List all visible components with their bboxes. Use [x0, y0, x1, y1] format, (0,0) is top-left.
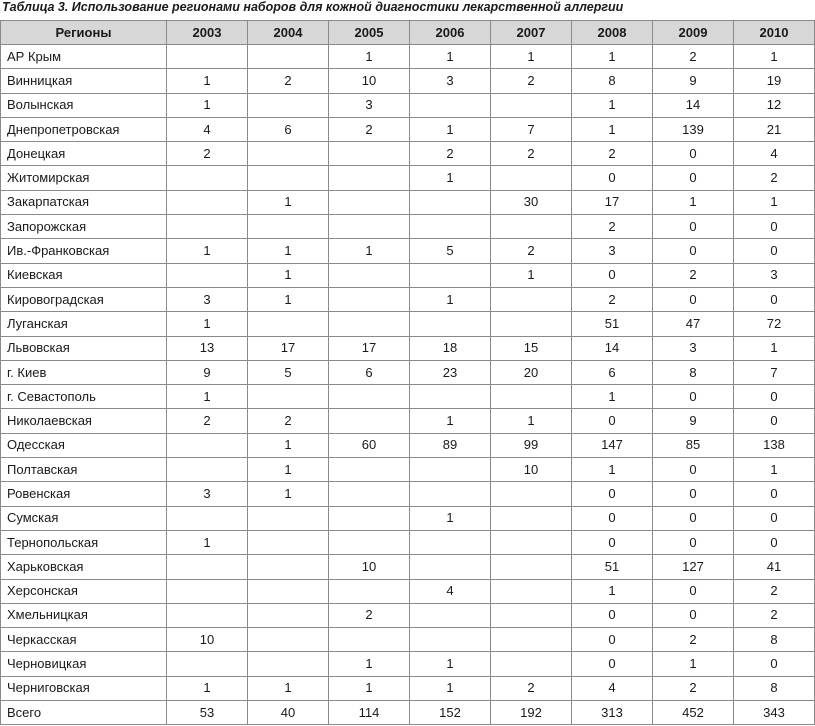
region-cell: Черниговская [1, 676, 167, 700]
value-cell: 17 [248, 336, 329, 360]
value-cell: 8 [572, 69, 653, 93]
region-cell: Киевская [1, 263, 167, 287]
value-cell: 2 [653, 45, 734, 69]
value-cell [410, 263, 491, 287]
value-cell: 14 [653, 93, 734, 117]
table-row [1, 69, 815, 93]
value-cell: 313 [572, 701, 653, 725]
value-cell: 3 [734, 263, 815, 287]
region-cell: Всего [1, 701, 167, 725]
value-cell: 3 [167, 287, 248, 311]
value-cell: 0 [734, 652, 815, 676]
value-cell: 1 [410, 506, 491, 530]
value-cell: 1 [491, 45, 572, 69]
value-cell: 0 [653, 506, 734, 530]
value-cell: 2 [653, 628, 734, 652]
region-cell: Днепропетровская [1, 117, 167, 141]
value-cell: 2 [653, 263, 734, 287]
value-cell: 1 [572, 117, 653, 141]
value-cell [491, 312, 572, 336]
value-cell: 2 [248, 69, 329, 93]
value-cell [167, 263, 248, 287]
table-row [1, 336, 815, 360]
table-caption: Таблица 3. Использование регионами наборов для кожной диагностики лекарственной аллергии [2, 0, 624, 14]
value-cell: 15 [491, 336, 572, 360]
table-body [1, 45, 815, 725]
value-cell: 72 [734, 312, 815, 336]
region-cell: Хмельницкая [1, 603, 167, 627]
value-cell [167, 458, 248, 482]
value-cell [491, 93, 572, 117]
value-cell [410, 312, 491, 336]
value-cell: 0 [734, 506, 815, 530]
value-cell: 21 [734, 117, 815, 141]
value-cell [491, 385, 572, 409]
value-cell: 4 [167, 117, 248, 141]
value-cell: 1 [410, 287, 491, 311]
table-row [1, 45, 815, 69]
value-cell: 53 [167, 701, 248, 725]
value-cell [491, 166, 572, 190]
value-cell [491, 652, 572, 676]
value-cell: 4 [410, 579, 491, 603]
value-cell: 1 [329, 45, 410, 69]
value-cell [248, 45, 329, 69]
value-cell [167, 166, 248, 190]
value-cell: 4 [572, 676, 653, 700]
region-cell: Черновицкая [1, 652, 167, 676]
value-cell [248, 166, 329, 190]
value-cell: 1 [167, 239, 248, 263]
value-cell [491, 287, 572, 311]
value-cell: 6 [329, 360, 410, 384]
table-row [1, 142, 815, 166]
value-cell [167, 215, 248, 239]
value-cell [491, 603, 572, 627]
value-cell [248, 628, 329, 652]
value-cell: 0 [653, 239, 734, 263]
value-cell [329, 190, 410, 214]
value-cell [329, 579, 410, 603]
value-cell [329, 506, 410, 530]
value-cell: 1 [167, 676, 248, 700]
value-cell: 1 [167, 93, 248, 117]
value-cell: 2 [653, 676, 734, 700]
table-row [1, 93, 815, 117]
value-cell [410, 555, 491, 579]
value-cell: 1 [491, 263, 572, 287]
value-cell: 23 [410, 360, 491, 384]
value-cell: 89 [410, 433, 491, 457]
value-cell: 6 [248, 117, 329, 141]
value-cell [248, 579, 329, 603]
value-cell: 1 [653, 190, 734, 214]
value-cell [410, 215, 491, 239]
value-cell: 1 [410, 117, 491, 141]
value-cell: 1 [491, 409, 572, 433]
region-cell: Николаевская [1, 409, 167, 433]
value-cell: 1 [248, 239, 329, 263]
value-cell [248, 603, 329, 627]
regions-table [0, 20, 815, 725]
region-cell: Винницкая [1, 69, 167, 93]
value-cell [329, 409, 410, 433]
value-cell: 0 [734, 239, 815, 263]
table-row [1, 676, 815, 700]
column-header-year: 2004 [248, 21, 329, 45]
region-cell: Харьковская [1, 555, 167, 579]
value-cell: 1 [167, 69, 248, 93]
value-cell [410, 190, 491, 214]
value-cell [491, 482, 572, 506]
value-cell: 1 [248, 482, 329, 506]
region-cell: Херсонская [1, 579, 167, 603]
table-row [1, 433, 815, 457]
value-cell [248, 555, 329, 579]
value-cell: 1 [248, 676, 329, 700]
value-cell: 1 [329, 239, 410, 263]
column-header-year: 2009 [653, 21, 734, 45]
value-cell: 14 [572, 336, 653, 360]
value-cell [329, 628, 410, 652]
value-cell: 17 [329, 336, 410, 360]
value-cell: 2 [329, 117, 410, 141]
region-cell: Волынская [1, 93, 167, 117]
header-row [1, 21, 815, 45]
table-row [1, 506, 815, 530]
value-cell [329, 458, 410, 482]
value-cell: 0 [653, 530, 734, 554]
value-cell: 2 [491, 239, 572, 263]
value-cell: 1 [572, 458, 653, 482]
value-cell [248, 530, 329, 554]
value-cell: 10 [167, 628, 248, 652]
value-cell: 2 [248, 409, 329, 433]
table-row [1, 239, 815, 263]
value-cell: 452 [653, 701, 734, 725]
value-cell: 2 [491, 69, 572, 93]
value-cell [491, 555, 572, 579]
value-cell: 3 [410, 69, 491, 93]
value-cell: 4 [734, 142, 815, 166]
value-cell [329, 215, 410, 239]
value-cell: 0 [572, 482, 653, 506]
value-cell: 10 [491, 458, 572, 482]
value-cell [248, 215, 329, 239]
value-cell [491, 530, 572, 554]
value-cell [410, 385, 491, 409]
value-cell: 19 [734, 69, 815, 93]
value-cell: 192 [491, 701, 572, 725]
value-cell [167, 555, 248, 579]
value-cell: 0 [572, 628, 653, 652]
column-header-year: 2010 [734, 21, 815, 45]
value-cell: 41 [734, 555, 815, 579]
value-cell: 5 [248, 360, 329, 384]
value-cell: 13 [167, 336, 248, 360]
value-cell: 1 [734, 458, 815, 482]
value-cell [167, 45, 248, 69]
value-cell: 3 [572, 239, 653, 263]
value-cell [248, 506, 329, 530]
value-cell: 2 [734, 603, 815, 627]
value-cell: 1 [410, 676, 491, 700]
region-cell: Донецкая [1, 142, 167, 166]
value-cell: 3 [167, 482, 248, 506]
value-cell: 0 [572, 530, 653, 554]
value-cell: 1 [572, 385, 653, 409]
value-cell: 1 [248, 287, 329, 311]
value-cell: 20 [491, 360, 572, 384]
region-cell: г. Севастополь [1, 385, 167, 409]
value-cell [491, 628, 572, 652]
value-cell [491, 506, 572, 530]
table-row [1, 603, 815, 627]
table-row [1, 312, 815, 336]
value-cell [410, 628, 491, 652]
value-cell: 1 [653, 652, 734, 676]
value-cell [491, 579, 572, 603]
value-cell: 1 [167, 312, 248, 336]
value-cell: 0 [572, 166, 653, 190]
value-cell: 8 [653, 360, 734, 384]
value-cell: 9 [653, 69, 734, 93]
value-cell [410, 530, 491, 554]
value-cell: 1 [572, 579, 653, 603]
value-cell: 9 [653, 409, 734, 433]
value-cell: 1 [329, 676, 410, 700]
column-header-year: 2006 [410, 21, 491, 45]
value-cell: 1 [734, 190, 815, 214]
value-cell [167, 652, 248, 676]
table-row [1, 628, 815, 652]
region-cell: Житомирская [1, 166, 167, 190]
value-cell: 1 [572, 93, 653, 117]
value-cell: 2 [167, 409, 248, 433]
region-cell: Ив.-Франковская [1, 239, 167, 263]
table-row [1, 263, 815, 287]
value-cell: 12 [734, 93, 815, 117]
value-cell: 2 [572, 142, 653, 166]
value-cell [248, 385, 329, 409]
value-cell: 8 [734, 628, 815, 652]
value-cell: 8 [734, 676, 815, 700]
value-cell [248, 93, 329, 117]
column-header-year: 2007 [491, 21, 572, 45]
value-cell: 0 [734, 409, 815, 433]
value-cell: 10 [329, 555, 410, 579]
value-cell: 47 [653, 312, 734, 336]
value-cell [329, 166, 410, 190]
value-cell: 2 [572, 287, 653, 311]
value-cell: 60 [329, 433, 410, 457]
value-cell [410, 482, 491, 506]
value-cell: 1 [167, 385, 248, 409]
value-cell: 114 [329, 701, 410, 725]
value-cell [329, 530, 410, 554]
value-cell: 0 [653, 385, 734, 409]
region-cell: Сумская [1, 506, 167, 530]
value-cell: 1 [410, 652, 491, 676]
value-cell: 7 [734, 360, 815, 384]
table-row [1, 360, 815, 384]
value-cell: 1 [734, 336, 815, 360]
value-cell: 2 [329, 603, 410, 627]
value-cell: 0 [653, 579, 734, 603]
value-cell: 0 [653, 142, 734, 166]
value-cell: 3 [329, 93, 410, 117]
value-cell: 0 [572, 263, 653, 287]
value-cell [167, 433, 248, 457]
value-cell [329, 312, 410, 336]
region-cell: Ровенская [1, 482, 167, 506]
value-cell [167, 190, 248, 214]
table-row [1, 482, 815, 506]
value-cell: 2 [491, 676, 572, 700]
value-cell: 9 [167, 360, 248, 384]
value-cell: 2 [167, 142, 248, 166]
value-cell [167, 506, 248, 530]
value-cell: 0 [572, 506, 653, 530]
value-cell: 30 [491, 190, 572, 214]
value-cell: 1 [248, 190, 329, 214]
region-cell: Закарпатская [1, 190, 167, 214]
value-cell: 6 [572, 360, 653, 384]
value-cell [167, 579, 248, 603]
region-cell: Запорожская [1, 215, 167, 239]
value-cell: 0 [653, 482, 734, 506]
value-cell: 85 [653, 433, 734, 457]
value-cell: 0 [572, 409, 653, 433]
region-cell: Кировоградская [1, 287, 167, 311]
region-cell: г. Киев [1, 360, 167, 384]
value-cell [329, 263, 410, 287]
region-cell: Львовская [1, 336, 167, 360]
value-cell [248, 652, 329, 676]
value-cell: 139 [653, 117, 734, 141]
value-cell: 147 [572, 433, 653, 457]
value-cell: 1 [410, 45, 491, 69]
table-row [1, 652, 815, 676]
value-cell: 1 [410, 166, 491, 190]
value-cell: 0 [653, 603, 734, 627]
value-cell: 0 [734, 482, 815, 506]
value-cell: 2 [734, 579, 815, 603]
value-cell [329, 385, 410, 409]
value-cell: 2 [734, 166, 815, 190]
value-cell: 5 [410, 239, 491, 263]
value-cell: 127 [653, 555, 734, 579]
value-cell: 2 [491, 142, 572, 166]
value-cell: 1 [572, 45, 653, 69]
table-row [1, 215, 815, 239]
value-cell: 1 [248, 263, 329, 287]
value-cell: 0 [653, 287, 734, 311]
value-cell [410, 93, 491, 117]
value-cell: 1 [329, 652, 410, 676]
table-row [1, 458, 815, 482]
table-row [1, 190, 815, 214]
value-cell: 2 [410, 142, 491, 166]
table-row [1, 555, 815, 579]
value-cell: 152 [410, 701, 491, 725]
value-cell: 343 [734, 701, 815, 725]
table-row [1, 530, 815, 554]
value-cell [329, 287, 410, 311]
value-cell [248, 142, 329, 166]
value-cell: 51 [572, 555, 653, 579]
value-cell: 138 [734, 433, 815, 457]
region-cell: АР Крым [1, 45, 167, 69]
region-cell: Черкасская [1, 628, 167, 652]
value-cell [410, 458, 491, 482]
region-cell: Одесская [1, 433, 167, 457]
value-cell: 0 [572, 652, 653, 676]
value-cell: 40 [248, 701, 329, 725]
value-cell: 1 [734, 45, 815, 69]
value-cell: 51 [572, 312, 653, 336]
value-cell [329, 482, 410, 506]
value-cell [491, 215, 572, 239]
value-cell: 0 [572, 603, 653, 627]
value-cell: 0 [734, 385, 815, 409]
value-cell: 0 [734, 530, 815, 554]
value-cell [248, 312, 329, 336]
value-cell: 1 [167, 530, 248, 554]
table-header [1, 21, 815, 45]
value-cell: 17 [572, 190, 653, 214]
value-cell: 3 [653, 336, 734, 360]
table-row [1, 166, 815, 190]
value-cell: 0 [734, 215, 815, 239]
table-row [1, 117, 815, 141]
table-row [1, 385, 815, 409]
column-header-year: 2003 [167, 21, 248, 45]
value-cell: 10 [329, 69, 410, 93]
value-cell: 1 [410, 409, 491, 433]
column-header-year: 2005 [329, 21, 410, 45]
value-cell: 0 [653, 215, 734, 239]
value-cell: 2 [572, 215, 653, 239]
table-row [1, 287, 815, 311]
column-header-region: Регионы [1, 21, 167, 45]
table-row [1, 579, 815, 603]
value-cell: 18 [410, 336, 491, 360]
value-cell: 1 [248, 458, 329, 482]
region-cell: Полтавская [1, 458, 167, 482]
value-cell: 99 [491, 433, 572, 457]
value-cell: 0 [653, 166, 734, 190]
value-cell [329, 142, 410, 166]
region-cell: Луганская [1, 312, 167, 336]
value-cell: 7 [491, 117, 572, 141]
table-row [1, 409, 815, 433]
total-row [1, 701, 815, 725]
value-cell: 1 [248, 433, 329, 457]
value-cell: 0 [734, 287, 815, 311]
column-header-year: 2008 [572, 21, 653, 45]
region-cell: Тернопольская [1, 530, 167, 554]
value-cell: 0 [653, 458, 734, 482]
value-cell [167, 603, 248, 627]
value-cell [410, 603, 491, 627]
